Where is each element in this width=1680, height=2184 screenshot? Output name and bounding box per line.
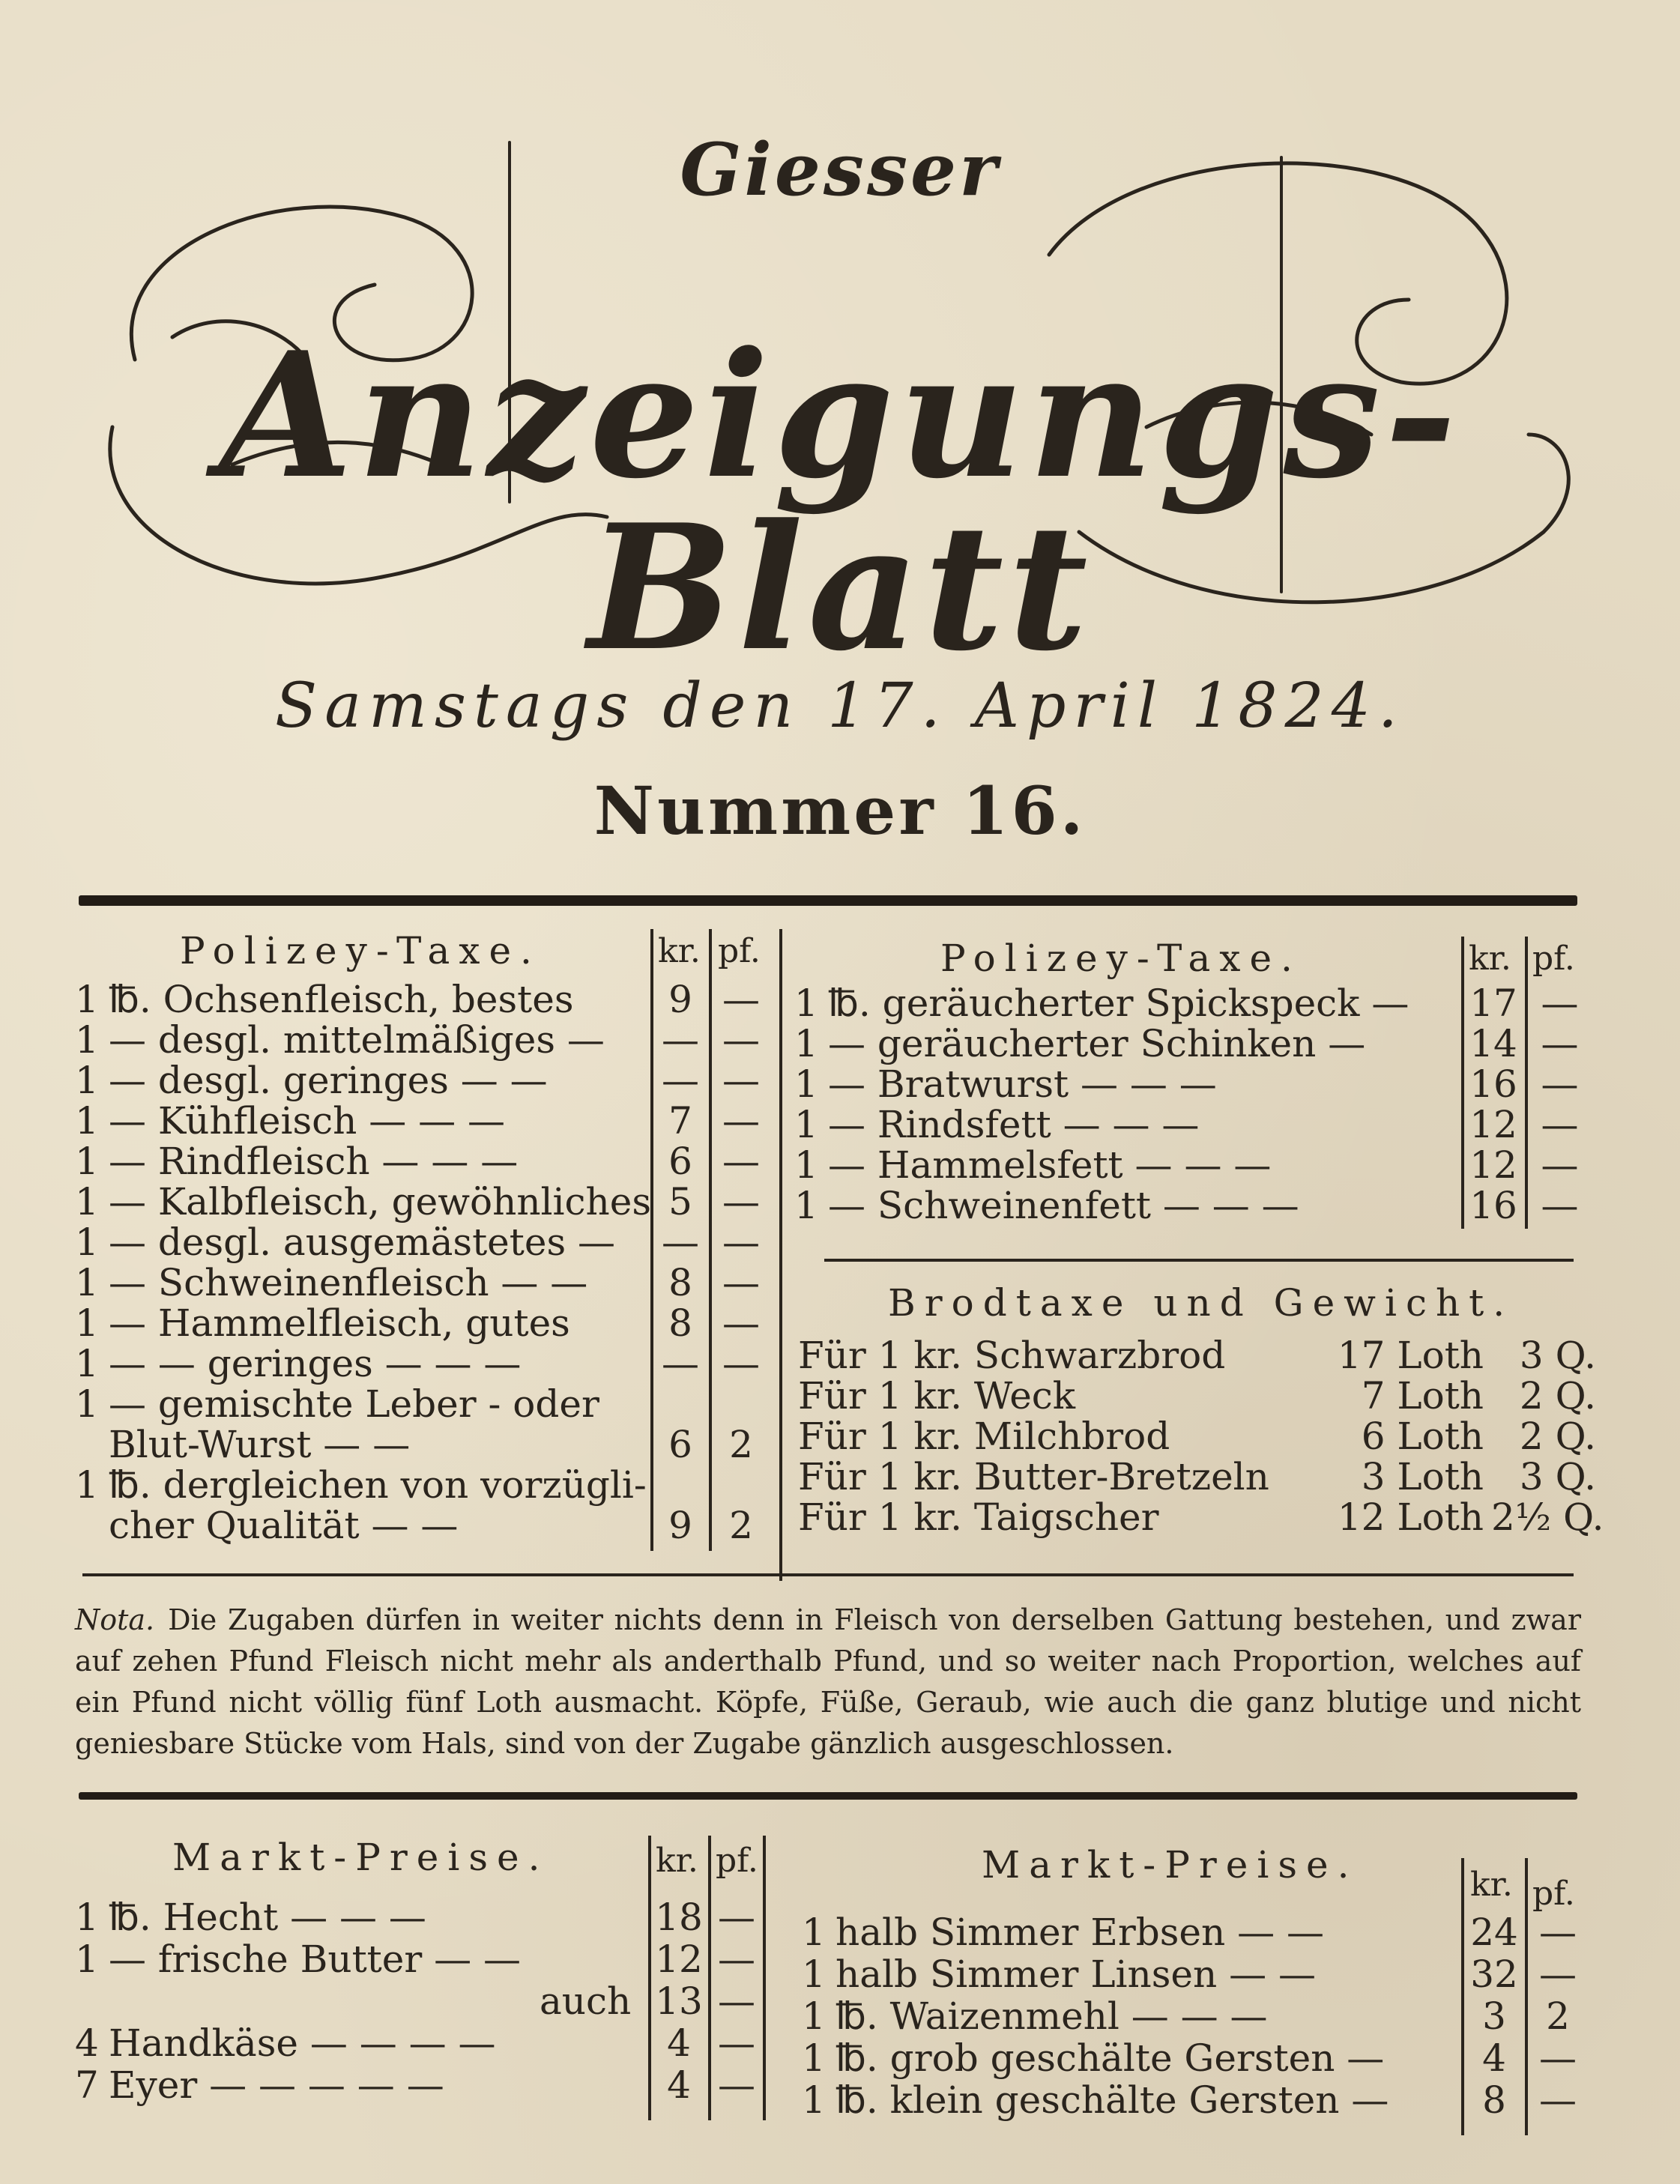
markt-right-row-pf: —	[1539, 1952, 1577, 1996]
polizey-right-row-qty: 1	[794, 1062, 818, 1106]
markt-left-row	[75, 1896, 772, 1939]
markt-left-row-pf: —	[718, 2063, 755, 2107]
markt-table-left	[75, 1828, 772, 2128]
polizey-left-row-pf: —	[722, 1220, 760, 1264]
polizey-left-row-kr: —	[662, 1220, 699, 1264]
nota-paragraph	[75, 1600, 1581, 1764]
markt-left-row-pf: —	[718, 1896, 755, 1939]
top-rule	[79, 895, 1577, 906]
polizey-right-row-item: — Hammelsfett — — —	[828, 1143, 1272, 1187]
polizey-left-row-item: cher Qualität — —	[109, 1504, 459, 1547]
markt-table-right	[802, 1828, 1604, 2143]
markt-right-row-kr: 3	[1482, 1994, 1506, 2038]
polizey-left-row-qty: 1	[75, 1220, 99, 1264]
markt-right-row-pf: —	[1539, 1911, 1577, 1954]
polizey-right-row-pf: —	[1541, 1022, 1579, 1065]
polizey-left-row-kr: 6	[668, 1423, 692, 1466]
markt-left-row	[75, 1938, 772, 1981]
polizey-left-row-item: — gemischte Leber - oder	[109, 1382, 599, 1426]
brodtaxe-row-kr: 3 Loth	[1361, 1455, 1484, 1498]
polizey-left-row-item: — Hammelfleisch, gutes	[109, 1301, 570, 1345]
polizey-left-row-kr: 6	[668, 1140, 692, 1183]
polizey-left-row-kr: —	[662, 1342, 699, 1385]
polizey-right-row	[794, 1022, 1596, 1065]
markt-left-row-qty: 1	[75, 1896, 99, 1939]
polizey-right-row-qty: 1	[794, 1143, 818, 1187]
polizey-left-row-pf: —	[722, 1342, 760, 1385]
markt-right-pf-header: pf.	[1532, 1875, 1575, 1913]
brodtaxe-row-item: Für 1 kr. Taigscher	[798, 1495, 1159, 1539]
polizey-left-row-qty: 1	[75, 1059, 99, 1102]
polizey-left-row-pf: —	[722, 1018, 760, 1062]
brodtaxe-row-item: Für 1 kr. Milchbrod	[798, 1415, 1170, 1458]
polizey-left-row	[75, 1301, 772, 1345]
polizey-right-row	[794, 1062, 1596, 1106]
masthead-small-title: Giesser	[680, 127, 1000, 212]
polizey-right-kr-header: kr.	[1469, 940, 1511, 978]
polizey-left-row-qty: 1	[75, 1382, 99, 1426]
polizey-left-row-qty: 1	[75, 1463, 99, 1507]
brodtaxe-row-pf: 3 Q.	[1519, 1455, 1596, 1498]
polizey-right-row-pf: —	[1541, 1143, 1579, 1187]
polizey-right-pf-header: pf.	[1532, 940, 1575, 978]
markt-right-row-qty: 1	[802, 1911, 826, 1954]
polizey-left-row-pf: —	[722, 1301, 760, 1345]
markt-right-row-item: halb Simmer Erbsen — —	[836, 1911, 1325, 1954]
polizey-left-row-item: — Kühfleisch — — —	[109, 1099, 506, 1143]
polizey-left-row	[75, 1180, 772, 1223]
polizey-left-row-pf: —	[722, 1261, 760, 1304]
markt-right-row-item: ℔. grob geschälte Gersten —	[836, 2036, 1385, 2080]
polizey-right-row-pf: —	[1541, 1062, 1579, 1106]
markt-right-row	[802, 1994, 1604, 2038]
polizey-right-row-item: — Rindsfett — — —	[828, 1103, 1200, 1146]
brodtaxe-row-item: Für 1 kr. Weck	[798, 1374, 1076, 1418]
polizey-right-row-kr: 12	[1469, 1143, 1517, 1187]
polizey-right-row-kr: 17	[1469, 981, 1517, 1025]
polizey-left-row-item: — desgl. mittelmäßiges —	[109, 1018, 605, 1062]
polizey-right-row-pf: —	[1541, 1103, 1579, 1146]
markt-right-row-kr: 8	[1482, 2078, 1506, 2122]
brodtaxe-row-item: Für 1 kr. Schwarzbrod	[798, 1334, 1226, 1377]
brodtaxe-title: Brodtaxe und Gewicht.	[888, 1281, 1514, 1325]
polizey-right-row	[794, 981, 1596, 1025]
polizey-left-row-kr: 5	[668, 1180, 692, 1223]
polizey-left-title: Polizey-Taxe.	[180, 929, 541, 972]
brodtaxe-row	[794, 1455, 1596, 1498]
nota-rule	[82, 1573, 1574, 1576]
markt-left-row-kr: 18	[655, 1896, 703, 1939]
polizey-left-row-kr: 7	[668, 1099, 692, 1143]
polizey-left-row	[75, 1504, 772, 1547]
polizey-left-row-pf: —	[722, 1059, 760, 1102]
brodtaxe-row-kr: 6 Loth	[1361, 1415, 1484, 1458]
polizey-left-row-pf: 2	[729, 1423, 753, 1466]
polizey-left-row	[75, 1463, 772, 1507]
polizey-left-row-item: — desgl. ausgemästetes —	[109, 1220, 616, 1264]
dateline: Samstags den 17. April 1824.	[275, 671, 1405, 742]
polizey-right-row-item: — Schweinenfett — — —	[828, 1184, 1299, 1227]
polizey-left-row-item: — desgl. geringes — —	[109, 1059, 548, 1102]
polizey-left-row-pf: —	[722, 1180, 760, 1223]
polizey-left-row-qty: 1	[75, 1018, 99, 1062]
polizey-left-row-qty: 1	[75, 978, 99, 1021]
nota-label: Nota.	[75, 1603, 155, 1636]
polizey-table-right	[794, 929, 1596, 1244]
polizey-right-row-kr: 16	[1469, 1062, 1517, 1106]
markt-left-row-kr: 12	[655, 1938, 703, 1981]
polizey-right-row	[794, 1143, 1596, 1187]
markt-left-row-pf: —	[718, 1938, 755, 1981]
polizey-left-row-kr: 9	[668, 1504, 692, 1547]
polizey-right-row-pf: —	[1541, 1184, 1579, 1227]
polizey-left-kr-header: kr.	[658, 932, 701, 970]
polizey-left-row-pf: —	[722, 978, 760, 1021]
markt-right-row-pf: 2	[1546, 1994, 1570, 2038]
markt-left-pf-header: pf.	[716, 1842, 758, 1880]
brodtaxe-rule	[824, 1259, 1574, 1262]
polizey-left-row	[75, 978, 772, 1021]
markt-right-row-item: ℔. klein geschälte Gersten —	[836, 2078, 1389, 2122]
polizey-table-left	[75, 922, 772, 1573]
polizey-left-row-kr: 9	[668, 978, 692, 1021]
polizey-right-row-pf: —	[1541, 981, 1579, 1025]
polizey-left-row	[75, 1220, 772, 1264]
markt-left-row-qty: 7	[75, 2063, 99, 2107]
markt-right-row-qty: 1	[802, 1994, 826, 2038]
markt-left-row-kr: 13	[655, 1979, 703, 2023]
polizey-left-row-item: — Schweinenfleisch — —	[109, 1261, 588, 1304]
issue-number: Nummer 16.	[593, 772, 1087, 850]
polizey-left-row-item: — Kalbfleisch, gewöhnliches	[109, 1180, 651, 1223]
polizey-left-row-qty: 1	[75, 1342, 99, 1385]
brodtaxe-row-pf: 2 Q.	[1519, 1415, 1596, 1458]
polizey-right-row-qty: 1	[794, 981, 818, 1025]
markt-left-row-pf: —	[718, 1979, 755, 2023]
brodtaxe-row-kr: 12 Loth	[1337, 1495, 1484, 1539]
polizey-right-row-qty: 1	[794, 1184, 818, 1227]
markt-right-row-kr: 4	[1482, 2036, 1506, 2080]
brodtaxe-row	[794, 1415, 1596, 1458]
brodtaxe-row-item: Für 1 kr. Butter-Bretzeln	[798, 1455, 1269, 1498]
column-divider	[779, 929, 782, 1581]
polizey-left-row	[75, 1018, 772, 1062]
markt-right-row	[802, 1952, 1604, 1996]
middle-rule	[79, 1792, 1577, 1800]
polizey-right-row-qty: 1	[794, 1022, 818, 1065]
polizey-left-row-pf: —	[722, 1140, 760, 1183]
polizey-left-row-kr: 8	[668, 1301, 692, 1345]
markt-right-title: Markt-Preise.	[982, 1843, 1359, 1887]
markt-right-row-pf: —	[1539, 2036, 1577, 2080]
markt-left-row-qty: 1	[75, 1938, 99, 1981]
polizey-right-row-kr: 12	[1469, 1103, 1517, 1146]
markt-left-row-kr: 4	[667, 2063, 691, 2107]
markt-right-row-kr: 32	[1470, 1952, 1518, 1996]
polizey-left-row-pf: 2	[729, 1504, 753, 1547]
polizey-left-row-kr: —	[662, 1018, 699, 1062]
markt-left-row	[75, 2021, 772, 2065]
markt-right-row-qty: 1	[802, 2078, 826, 2122]
polizey-left-row-item: — — geringes — — —	[109, 1342, 522, 1385]
markt-left-row	[75, 1979, 772, 2023]
polizey-left-row-item: Blut-Wurst — —	[109, 1423, 411, 1466]
markt-right-row-kr: 24	[1470, 1911, 1518, 1954]
markt-left-row-kr: 4	[667, 2021, 691, 2065]
polizey-left-pf-header: pf.	[718, 932, 761, 970]
brodtaxe-row	[794, 1334, 1596, 1377]
markt-left-row-item: auch	[540, 1979, 632, 2023]
brodtaxe-row-kr: 7 Loth	[1361, 1374, 1484, 1418]
polizey-left-row-item: — Rindfleisch — — —	[109, 1140, 519, 1183]
markt-right-row-pf: —	[1539, 2078, 1577, 2122]
polizey-left-row-kr: —	[662, 1059, 699, 1102]
polizey-right-row	[794, 1184, 1596, 1227]
markt-right-row-qty: 1	[802, 2036, 826, 2080]
brodtaxe-row	[794, 1374, 1596, 1418]
brodtaxe-row-kr: 17 Loth	[1337, 1334, 1484, 1377]
brodtaxe-row-pf: 3 Q.	[1519, 1334, 1596, 1377]
markt-left-row-qty: 4	[75, 2021, 99, 2065]
markt-right-row	[802, 1911, 1604, 1954]
markt-left-row-pf: —	[718, 2021, 755, 2065]
markt-right-row-qty: 1	[802, 1952, 826, 1996]
polizey-right-row-item: — Bratwurst — — —	[828, 1062, 1217, 1106]
polizey-left-row-kr: 8	[668, 1261, 692, 1304]
markt-left-title: Markt-Preise.	[172, 1836, 549, 1879]
polizey-right-row-qty: 1	[794, 1103, 818, 1146]
polizey-right-row-kr: 14	[1469, 1022, 1517, 1065]
markt-right-kr-header: kr.	[1470, 1866, 1513, 1904]
polizey-right-row	[794, 1103, 1596, 1146]
polizey-left-row-qty: 1	[75, 1261, 99, 1304]
polizey-left-row	[75, 1423, 772, 1466]
polizey-left-row-qty: 1	[75, 1099, 99, 1143]
brodtaxe-row-pf: 2 Q.	[1519, 1374, 1596, 1418]
polizey-left-row-pf: —	[722, 1099, 760, 1143]
polizey-right-row-item: ℔. geräucherter Spickspeck —	[828, 981, 1409, 1025]
markt-left-row-item: Eyer — — — — —	[109, 2063, 444, 2107]
markt-left-row-item: ℔. Hecht — — —	[109, 1896, 426, 1939]
brodtaxe-table	[794, 1274, 1604, 1558]
polizey-left-row-item: ℔. Ochsenfleisch, bestes	[109, 978, 574, 1021]
brodtaxe-row	[794, 1495, 1604, 1539]
polizey-right-row-kr: 16	[1469, 1184, 1517, 1227]
markt-right-row	[802, 2078, 1604, 2122]
markt-left-row-item: — frische Butter — —	[109, 1938, 522, 1981]
polizey-left-row	[75, 1140, 772, 1183]
polizey-left-row-qty: 1	[75, 1140, 99, 1183]
markt-right-row-item: halb Simmer Linsen — —	[836, 1952, 1316, 1996]
polizey-left-row-item: ℔. dergleichen von vorzügli-	[109, 1463, 647, 1507]
markt-left-row-item: Handkäse — — — —	[109, 2021, 496, 2065]
polizey-left-row	[75, 1099, 772, 1143]
markt-right-row	[802, 2036, 1604, 2080]
markt-left-row	[75, 2063, 772, 2107]
polizey-left-row-qty: 1	[75, 1180, 99, 1223]
masthead-title: Anzeigungs-Blatt	[219, 315, 1461, 689]
markt-right-row-item: ℔. Waizenmehl — — —	[836, 1994, 1268, 2038]
markt-left-kr-header: kr.	[656, 1842, 698, 1880]
polizey-left-row	[75, 1342, 772, 1385]
nota-text: Die Zugaben dürfen in weiter nichts denn in Fleisch von derselben Gattung bestehen, und zwar auf zehen Pfund Fleisch nicht mehr als anderthalb Pfund, und so weiter nach Proportion, welches auf ein Pfund nicht völlig fünf Loth ausmacht. Köpfe, Füße, Geraub, wie auch die ganz blutige und nicht geniesbare Stücke vom Hals, sind von der Zugabe gänzlich ausgeschlossen.	[75, 1603, 1581, 1760]
polizey-left-row	[75, 1059, 772, 1102]
polizey-left-row	[75, 1382, 772, 1426]
polizey-right-row-item: — geräucherter Schinken —	[828, 1022, 1366, 1065]
polizey-left-row-qty: 1	[75, 1301, 99, 1345]
brodtaxe-row-pf: 2½ Q.	[1491, 1495, 1604, 1539]
polizey-right-title: Polizey-Taxe.	[940, 937, 1302, 980]
polizey-left-row	[75, 1261, 772, 1304]
